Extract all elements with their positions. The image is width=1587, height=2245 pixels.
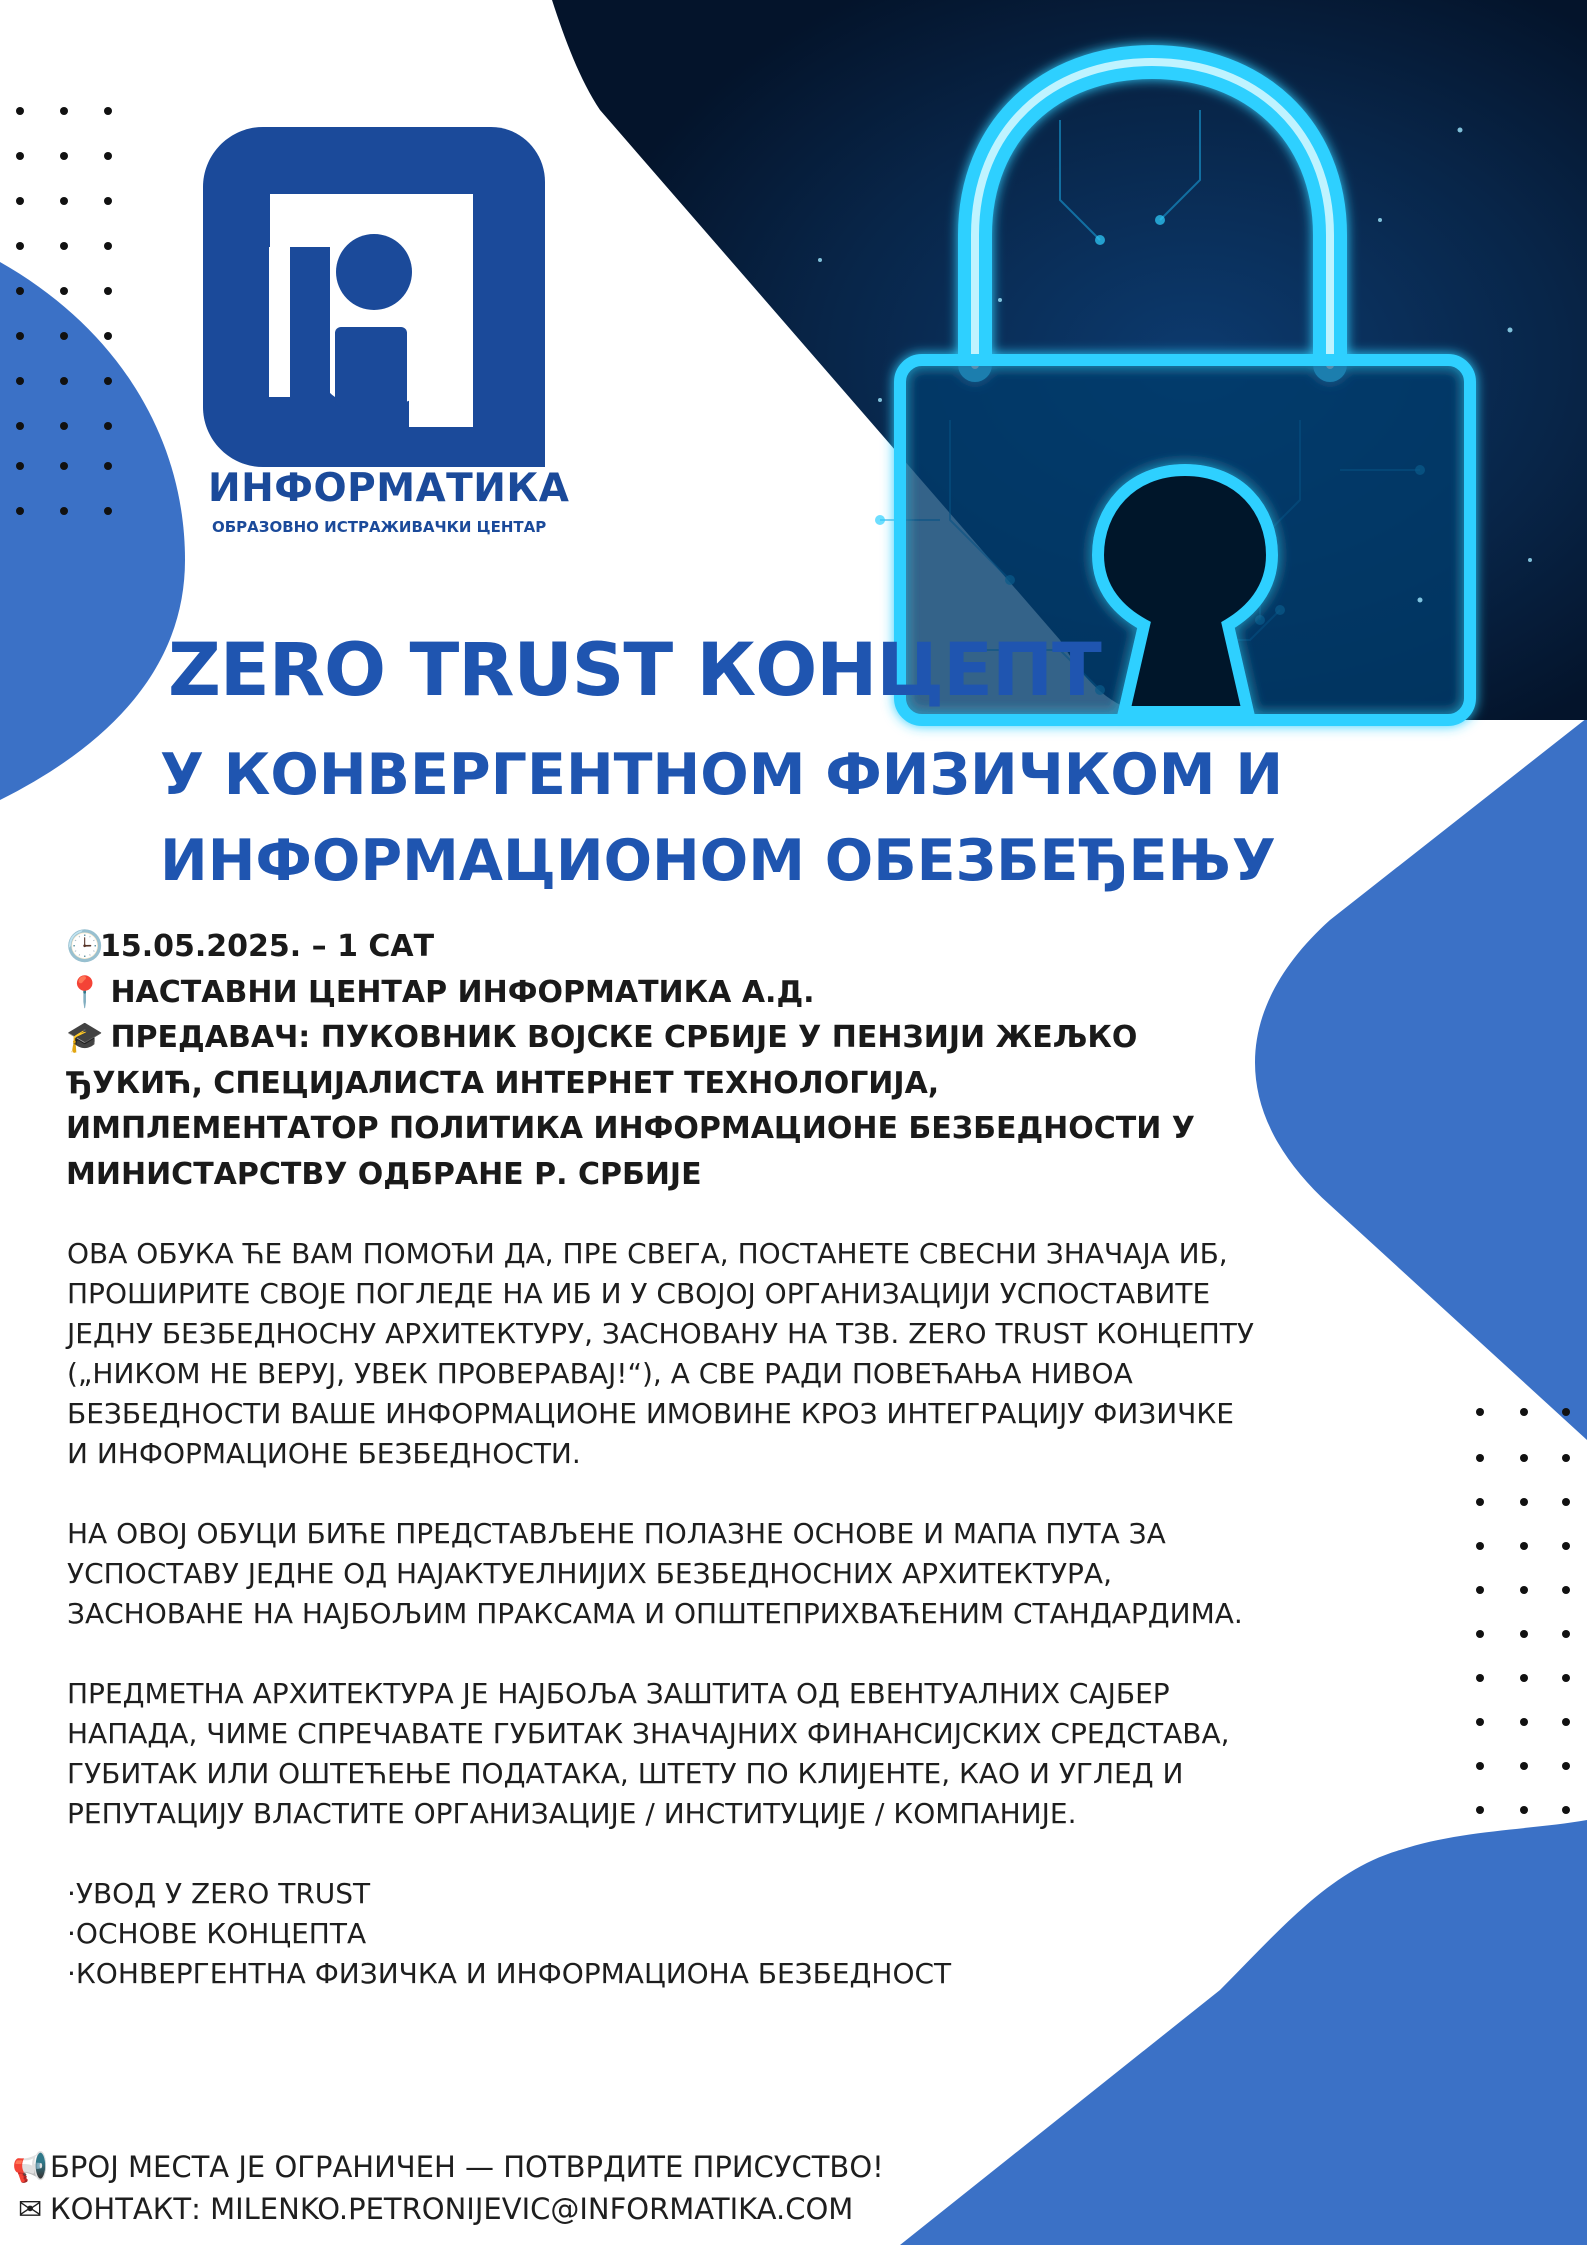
paragraph-line: УСПОСТАВУ ЈЕДНЕ ОД НАЈАКТУЕЛНИЈИХ БЕЗБЕДНОСНИХ АРХИТЕКТУРА,: [67, 1557, 1112, 1590]
graduation-cap-icon: 🎓: [66, 1020, 104, 1055]
paragraph-line: И ИНФОРМАЦИОНЕ БЕЗБЕДНОСТИ.: [67, 1437, 581, 1470]
informatika-logo: [203, 127, 545, 467]
topic-item: ·УВОД У ZERO TRUST: [67, 1877, 371, 1910]
paragraph-line: ОВА ОБУКА ЋЕ ВАМ ПОМОЋИ ДА, ПРЕ СВЕГА, ПОСТАНЕТЕ СВЕСНИ ЗНАЧАЈА ИБ,: [67, 1237, 1228, 1270]
paragraph-line: („НИКОМ НЕ ВЕРУЈ, УВЕК ПРОВЕРАВАЈ!“), А СВЕ РАДИ ПОВЕЋАЊА НИВОА: [67, 1357, 1133, 1390]
lecturer-line: [66, 1015, 1266, 1061]
event-location: [66, 970, 1266, 1016]
footer: [10, 2146, 910, 2230]
topic-item: ·КОНВЕРГЕНТНА ФИЗИЧКА И ИНФОРМАЦИОНА БЕЗБЕДНОСТ: [67, 1957, 952, 1990]
lecturer-text: ПРЕДАВАЧ: ПУКОВНИК ВОЈСКЕ СРБИЈЕ У ПЕНЗИЈИ ЖЕЉКО: [110, 1020, 1138, 1055]
event-date-text: 15.05.2025. – 1 САТ: [100, 929, 435, 964]
paragraph-line: ЗАСНОВАНЕ НА НАЈБОЉИМ ПРАКСАМА И ОПШТЕПРИХВАЋЕНИМ СТАНДАРДИМА.: [67, 1597, 1243, 1630]
paragraph: [67, 1674, 1267, 1834]
paragraph-line: ЈЕДНУ БЕЗБЕДНОСНУ АРХИТЕКТУРУ, ЗАСНОВАНУ НА ТЗВ. ZERO TRUST КОНЦЕПТУ: [67, 1317, 1254, 1350]
paragraph-line: НАПАДА, ЧИМЕ СПРЕЧАВАТЕ ГУБИТАК ЗНАЧАЈНИХ ФИНАНСИЈСКИХ СРЕДСТАВА,: [67, 1717, 1230, 1750]
paragraph-line: ГУБИТАК ИЛИ ОШТЕЋЕЊЕ ПОДАТАКА, ШТЕТУ ПО КЛИЈЕНТЕ, КАО И УГЛЕД И: [67, 1757, 1184, 1790]
paragraph: [67, 1234, 1267, 1474]
footer-contact: [10, 2188, 910, 2230]
page-title: ZERO TRUST КОНЦЕПТ: [168, 628, 1101, 713]
page-subtitle: [160, 732, 1360, 904]
paragraph-line: БЕЗБЕДНОСТИ ВАШЕ ИНФОРМАЦИОНЕ ИМОВИНЕ КРОЗ ИНТЕГРАЦИЈУ ФИЗИЧКЕ: [67, 1397, 1234, 1430]
megaphone-icon: 📢: [11, 2150, 49, 2184]
paragraph-line: ПРОШИРИТЕ СВОЈЕ ПОГЛЕДЕ НА ИБ И У СВОЈОЈ ОРГАНИЗАЦИЈИ УСПОСТАВИТЕ: [67, 1277, 1211, 1310]
pin-icon: 📍: [66, 974, 104, 1010]
lecturer-line: ИМПЛЕМЕНТАТОР ПОЛИТИКА ИНФОРМАЦИОНЕ БЕЗБЕДНОСТИ У: [66, 1111, 1195, 1146]
topic-item: ·ОСНОВЕ КОНЦЕПТА: [67, 1917, 367, 1950]
event-location-text: НАСТАВНИ ЦЕНТАР ИНФОРМАТИКА А.Д.: [110, 974, 815, 1010]
contact-link[interactable]: КОНТАКТ: MILENKO.PETRONIJEVIC@INFORMATIKA.COM: [50, 2192, 854, 2226]
lecturer-line: ЂУКИЋ, СПЕЦИЈАЛИСТА ИНТЕРНЕТ ТЕХНОЛОГИЈА,: [66, 1065, 940, 1101]
dot-grid-right: [1476, 1408, 1570, 1814]
paragraph-line: РЕПУТАЦИЈУ ВЛАСТИТЕ ОРГАНИЗАЦИЈЕ / ИНСТИТУЦИЈЕ / КОМПАНИЈЕ.: [67, 1797, 1077, 1830]
subtitle-line: У КОНВЕРГЕНТНОМ ФИЗИЧКОМ И: [160, 742, 1284, 808]
brand-subtitle: ОБРАЗОВНО ИСТРАЖИВАЧКИ ЦЕНТАР: [212, 518, 547, 536]
paragraph: [67, 1514, 1267, 1634]
footer-notice-text: БРОЈ МЕСТА ЈЕ ОГРАНИЧЕН — ПОТВРДИТЕ ПРИСУСТВО!: [50, 2150, 884, 2184]
subtitle-line: ИНФОРМАЦИОНОМ ОБЕЗБЕЂЕЊУ: [160, 828, 1276, 894]
lecturer-line: МИНИСТАРСТВУ ОДБРАНЕ Р. СРБИЈЕ: [66, 1156, 702, 1192]
brand-name: ИНФОРМАТИКА: [208, 466, 570, 511]
paragraph-line: ПРЕДМЕТНА АРХИТЕКТУРА ЈЕ НАЈБОЉА ЗАШТИТА ОД ЕВЕНТУАЛНИХ САЈБЕР: [67, 1677, 1170, 1710]
description: [67, 1234, 1267, 1994]
event-info: [66, 924, 1266, 1197]
clock-icon: 🕒: [66, 929, 104, 964]
paragraph-line: НА ОВОЈ ОБУЦИ БИЋЕ ПРЕДСТАВЉЕНЕ ПОЛАЗНЕ ОСНОВЕ И МАПА ПУТА ЗА: [67, 1517, 1166, 1550]
topic-list: [67, 1874, 1267, 1994]
footer-notice: [10, 2146, 910, 2188]
event-date: [66, 924, 1266, 970]
left-blue-shape: [0, 262, 185, 800]
envelope-icon: ✉: [17, 2192, 43, 2226]
